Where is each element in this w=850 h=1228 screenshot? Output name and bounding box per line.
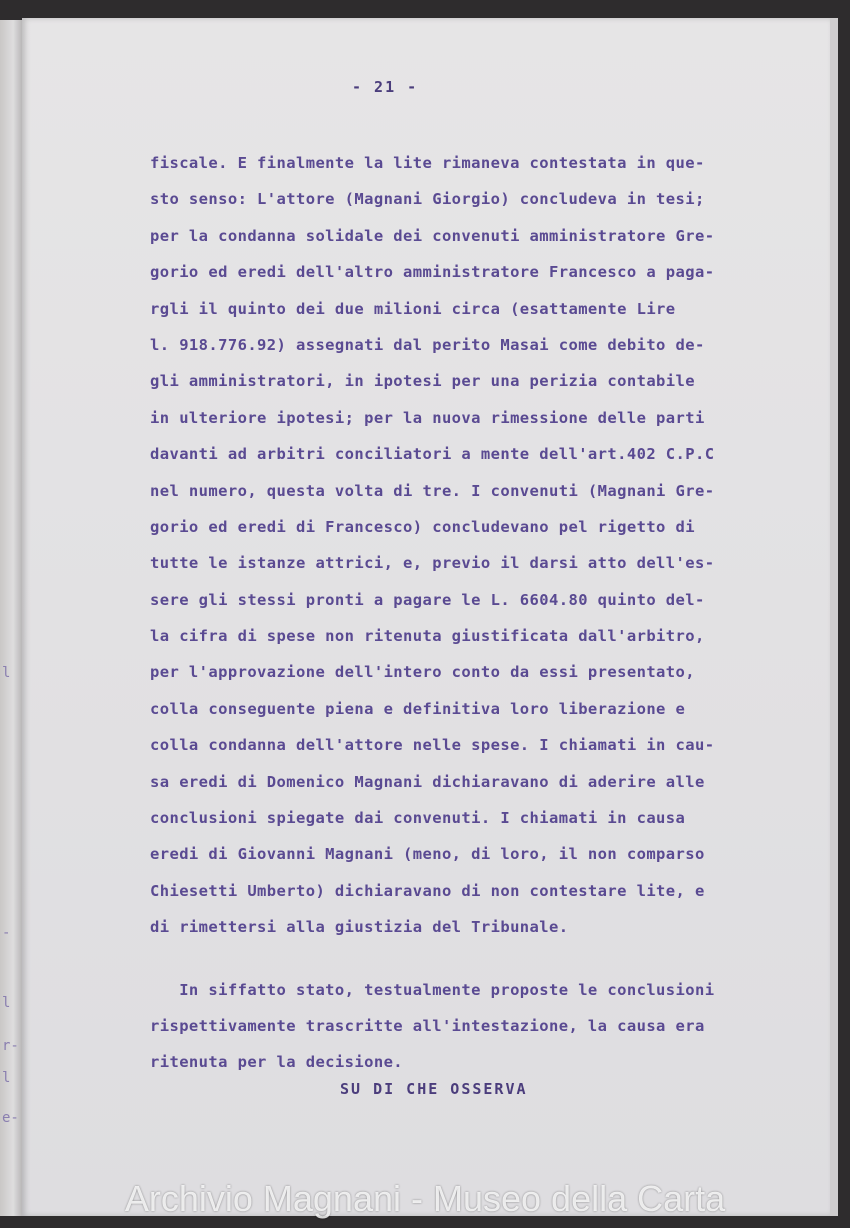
text-line: in ulteriore ipotesi; per la nuova rimessione delle parti xyxy=(150,408,705,427)
text-line: sere gli stessi pronti a pagare le L. 6604.80 quinto del- xyxy=(150,590,705,609)
text-line: nel numero, questa volta di tre. I convenuti (Magnani Gre- xyxy=(150,481,715,500)
text-line: gorio ed eredi di Francesco) concludevano pel rigetto di xyxy=(150,517,695,536)
adjacent-page-edge xyxy=(0,20,22,1216)
typed-text-body xyxy=(150,145,815,1081)
text-line: la cifra di spese non ritenuta giustificata dall'arbitro, xyxy=(150,627,705,646)
text-line: conclusioni spiegate dai convenuti. I chiamati in causa xyxy=(150,809,686,828)
archive-watermark: Archivio Magnani - Museo della Carta xyxy=(124,1178,726,1219)
text-line: ritenuta per la decisione. xyxy=(150,1053,404,1072)
text-line: per l'approvazione dell'intero conto da essi presentato, xyxy=(150,663,695,682)
text-line: l. 918.776.92) assegnati dal perito Masai come debito de- xyxy=(150,335,705,354)
text-line: gorio ed eredi dell'altro amministratore Francesco a paga- xyxy=(150,263,715,282)
text-line: di rimettersi alla giustizia del Tribunale. xyxy=(150,918,569,937)
text-line: rispettivamente trascritte all'intestazione, la causa era xyxy=(150,1016,705,1035)
adjacent-page-fragment: e- xyxy=(2,1110,19,1126)
adjacent-page-fragment: l xyxy=(2,665,11,681)
text-line: davanti ad arbitri conciliatori a mente dell'art.402 C.P.C xyxy=(150,445,715,464)
adjacent-page-fragment: l xyxy=(2,995,11,1011)
text-line: In siffatto stato, testualmente proposte le conclusioni xyxy=(150,980,715,999)
text-line: rgli il quinto dei due milioni circa (esattamente Lire xyxy=(150,299,676,318)
text-line: gli amministratori, in ipotesi per una perizia contabile xyxy=(150,372,695,391)
paragraph-gap xyxy=(150,946,815,972)
text-line: sto senso: L'attore (Magnani Giorgio) concludeva in tesi; xyxy=(150,190,705,209)
adjacent-page-fragment: l xyxy=(2,1070,11,1086)
section-heading: SU DI CHE OSSERVA xyxy=(340,1080,528,1098)
text-line: per la condanna solidale dei convenuti amministratore Gre- xyxy=(150,226,715,245)
adjacent-page-fragment: r- xyxy=(2,1038,19,1054)
text-line: sa eredi di Domenico Magnani dichiaravano di aderire alle xyxy=(150,772,705,791)
text-line: fiscale. E finalmente la lite rimaneva contestata in que- xyxy=(150,154,705,172)
text-line: Chiesetti Umberto) dichiaravano di non contestare lite, e xyxy=(150,881,705,900)
text-line: colla conseguente piena e definitiva loro liberazione e xyxy=(150,699,686,718)
sheet-edge xyxy=(830,18,838,1216)
page-number: - 21 - xyxy=(352,78,419,96)
adjacent-page-fragment: - xyxy=(2,925,11,941)
text-line: eredi di Giovanni Magnani (meno, di loro, il non comparso xyxy=(150,845,705,864)
text-line: colla condanna dell'attore nelle spese. I chiamati in cau- xyxy=(150,736,715,755)
text-line: tutte le istanze attrici, e, previo il darsi atto dell'es- xyxy=(150,554,715,573)
